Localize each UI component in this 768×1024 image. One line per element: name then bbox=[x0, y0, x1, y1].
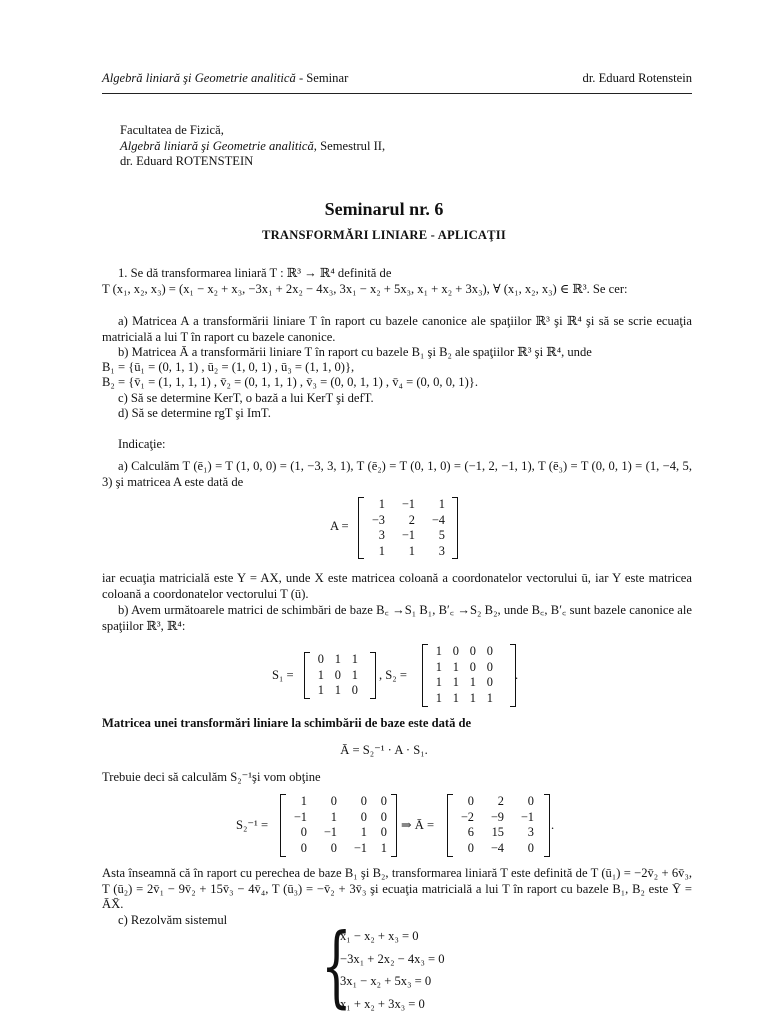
problem-part-c: c) Să se determine KerT, o bază a lui KerT şi defT. bbox=[118, 391, 374, 405]
matrix-a bbox=[358, 497, 449, 559]
header-rule bbox=[102, 93, 692, 94]
affiliation-faculty: Facultatea de Fizică, bbox=[120, 123, 224, 137]
matrix-s2inv-table: 1 0 0 0 −1 1 0 0 0 −1 1 0 0 0 −1 1 bbox=[293, 794, 387, 855]
problem-part-b: b) Matricea Ā a transformării liniare T în raport cu bazele B₁ şi B₂ ale spaţiilor ℝ³ şi ℝ⁴, unde bbox=[118, 345, 592, 359]
change-of-basis-formula: Ā = S₂⁻¹ · A · S₁. bbox=[340, 743, 428, 757]
hint-compute: Trebuie deci să calculăm S₂⁻¹şi vom obţine bbox=[102, 770, 321, 784]
matrix-abar-label: ⇒ Ā = bbox=[401, 818, 435, 832]
equation: 3x₁ − x₂ + 5x₃ = 0 bbox=[340, 974, 432, 988]
bold-statement: Matricea unei transformări liniare la schimbării de baze este dată de bbox=[102, 716, 472, 730]
hint-after-a: iar ecuaţia matricială este Y = AX, unde X este matricea coloană a coordonatelor vectorului ū, iar Y este matricea coloană a coordonatelor vectorului T (ū). bbox=[102, 571, 692, 601]
hint-a-text: a) Calculăm T (ē₁) = T (1, 0, 0) = (1, −3, 3, 1), T (ē₂) = T (0, 1, 0) = (−1, 2, −1, 1), T (ē₃) = T (0, 0, 1) = (1, −4, 5, 3) şi matricea A este dată de bbox=[102, 459, 692, 489]
matrix-s1-table: 0 1 1 1 0 1 1 1 0 bbox=[317, 652, 358, 698]
equation: −3x₁ + 2x₂ − 4x₃ = 0 bbox=[340, 951, 445, 966]
page-title: Seminarul nr. 6 bbox=[324, 199, 444, 219]
matrix-a-table: 1 −1 1 −3 2 −4 3 −1 5 1 1 3 bbox=[371, 497, 445, 558]
problem-part-d: d) Să se determine rgT şi ImT. bbox=[118, 406, 271, 420]
system-brace: { bbox=[321, 914, 352, 1017]
affiliation-course: Algebră liniară şi Geometrie analitică, Semestrul II, bbox=[120, 138, 386, 153]
hint-c-text: c) Rezolvăm sistemul bbox=[118, 913, 228, 927]
hint-b-text: b) Avem următoarele matrici de schimbări de baze B꜀ →S₁ B₁, B′꜀ →S₂ B₂, unde B꜀, B′꜀ sunt bazele canonice ale spaţiilor ℝ³, ℝ⁴: bbox=[102, 603, 692, 633]
page-subtitle: TRANSFORMĂRI LINIARE - APLICAŢII bbox=[262, 228, 506, 242]
bracket-left bbox=[447, 794, 453, 857]
bracket-right bbox=[370, 652, 376, 699]
problem-definition: T (x₁, x₂, x₃) = (x₁ − x₂ + x₃, −3x₁ + 2x₂ − 4x₃, 3x₁ − x₂ + 5x₃, x₁ + x₂ + 3x₃), ∀ (x₁, x₂, x₃) ∈ ℝ³. Se cer: bbox=[102, 282, 628, 296]
matrix-s1-label: S₁ = bbox=[272, 668, 294, 682]
matrix-abar-table: 0 2 0 −2 −9 −1 6 15 3 0 −4 0 bbox=[460, 794, 534, 855]
header-right: dr. Eduard Rotenstein bbox=[582, 71, 692, 85]
matrix-s2-table: 1 0 0 0 1 1 0 0 1 1 1 0 1 1 1 1 bbox=[435, 644, 493, 705]
matrix-s2inv bbox=[280, 794, 391, 856]
bracket-left bbox=[280, 794, 286, 857]
bracket-left bbox=[358, 497, 364, 559]
affiliation-author: dr. Eduard ROTENSTEIN bbox=[120, 154, 254, 168]
matrix-abar bbox=[447, 794, 538, 856]
matrix-s1 bbox=[304, 652, 362, 699]
hint-meaning: Asta înseamnă că în raport cu perechea de baze B₁ şi B₂, transformarea liniară T este definită de T (ū₁) = −2v̄₂ + 6v̄₃, T (ū₂) = 2v̄₁ − 9v̄₂ + 15v̄₃ − 4v̄₄, T (ū₃) = −v̄₂ + 3v̄₃ şi ecuaţia matricială a lui T în raport cu bazele B₁, B₂ este Ȳ = ĀX̄. bbox=[102, 866, 692, 912]
hint-label: Indicaţie: bbox=[118, 437, 166, 451]
equation: x₁ − x₂ + x₃ = 0 bbox=[340, 929, 419, 943]
basis-b1: B₁ = {ū₁ = (0, 1, 1) , ū₂ = (1, 0, 1) , ū₃ = (1, 1, 0)}, bbox=[102, 360, 355, 374]
matrix-s2-label: , S₂ = bbox=[379, 668, 407, 682]
period: . bbox=[515, 668, 519, 682]
matrix-s2 bbox=[422, 644, 497, 706]
bracket-right bbox=[452, 497, 458, 559]
matrix-a-label: A = bbox=[330, 519, 349, 533]
affiliation-block bbox=[120, 123, 385, 170]
matrix-s2inv-label: S₂⁻¹ = bbox=[236, 818, 269, 832]
period: . bbox=[551, 818, 555, 832]
equation: x₁ + x₂ + 3x₃ = 0 bbox=[340, 996, 425, 1011]
header-left: Algebră liniară şi Geometrie analitică - Seminar bbox=[102, 71, 349, 85]
problem-part-a: a) Matricea A a transformării liniare T în raport cu bazele canonice ale spaţiilor ℝ³ şi ℝ⁴ şi să se scrie ecuaţia matricială a lui T în raport cu bazele canonice. bbox=[102, 314, 692, 344]
bracket-left bbox=[304, 652, 310, 699]
bracket-right bbox=[391, 794, 397, 857]
problem-intro: 1. Se dă transformarea liniară T : ℝ³ → ℝ⁴ definită de bbox=[118, 266, 392, 280]
bracket-right bbox=[544, 794, 550, 857]
basis-b2: B₂ = {v̄₁ = (1, 1, 1, 1) , v̄₂ = (0, 1, 1, 1) , v̄₃ = (0, 0, 1, 1) , v̄₄ = (0, 0, 0, 1)}. bbox=[102, 375, 478, 389]
bracket-left bbox=[422, 644, 428, 707]
equation-system bbox=[340, 929, 445, 1019]
